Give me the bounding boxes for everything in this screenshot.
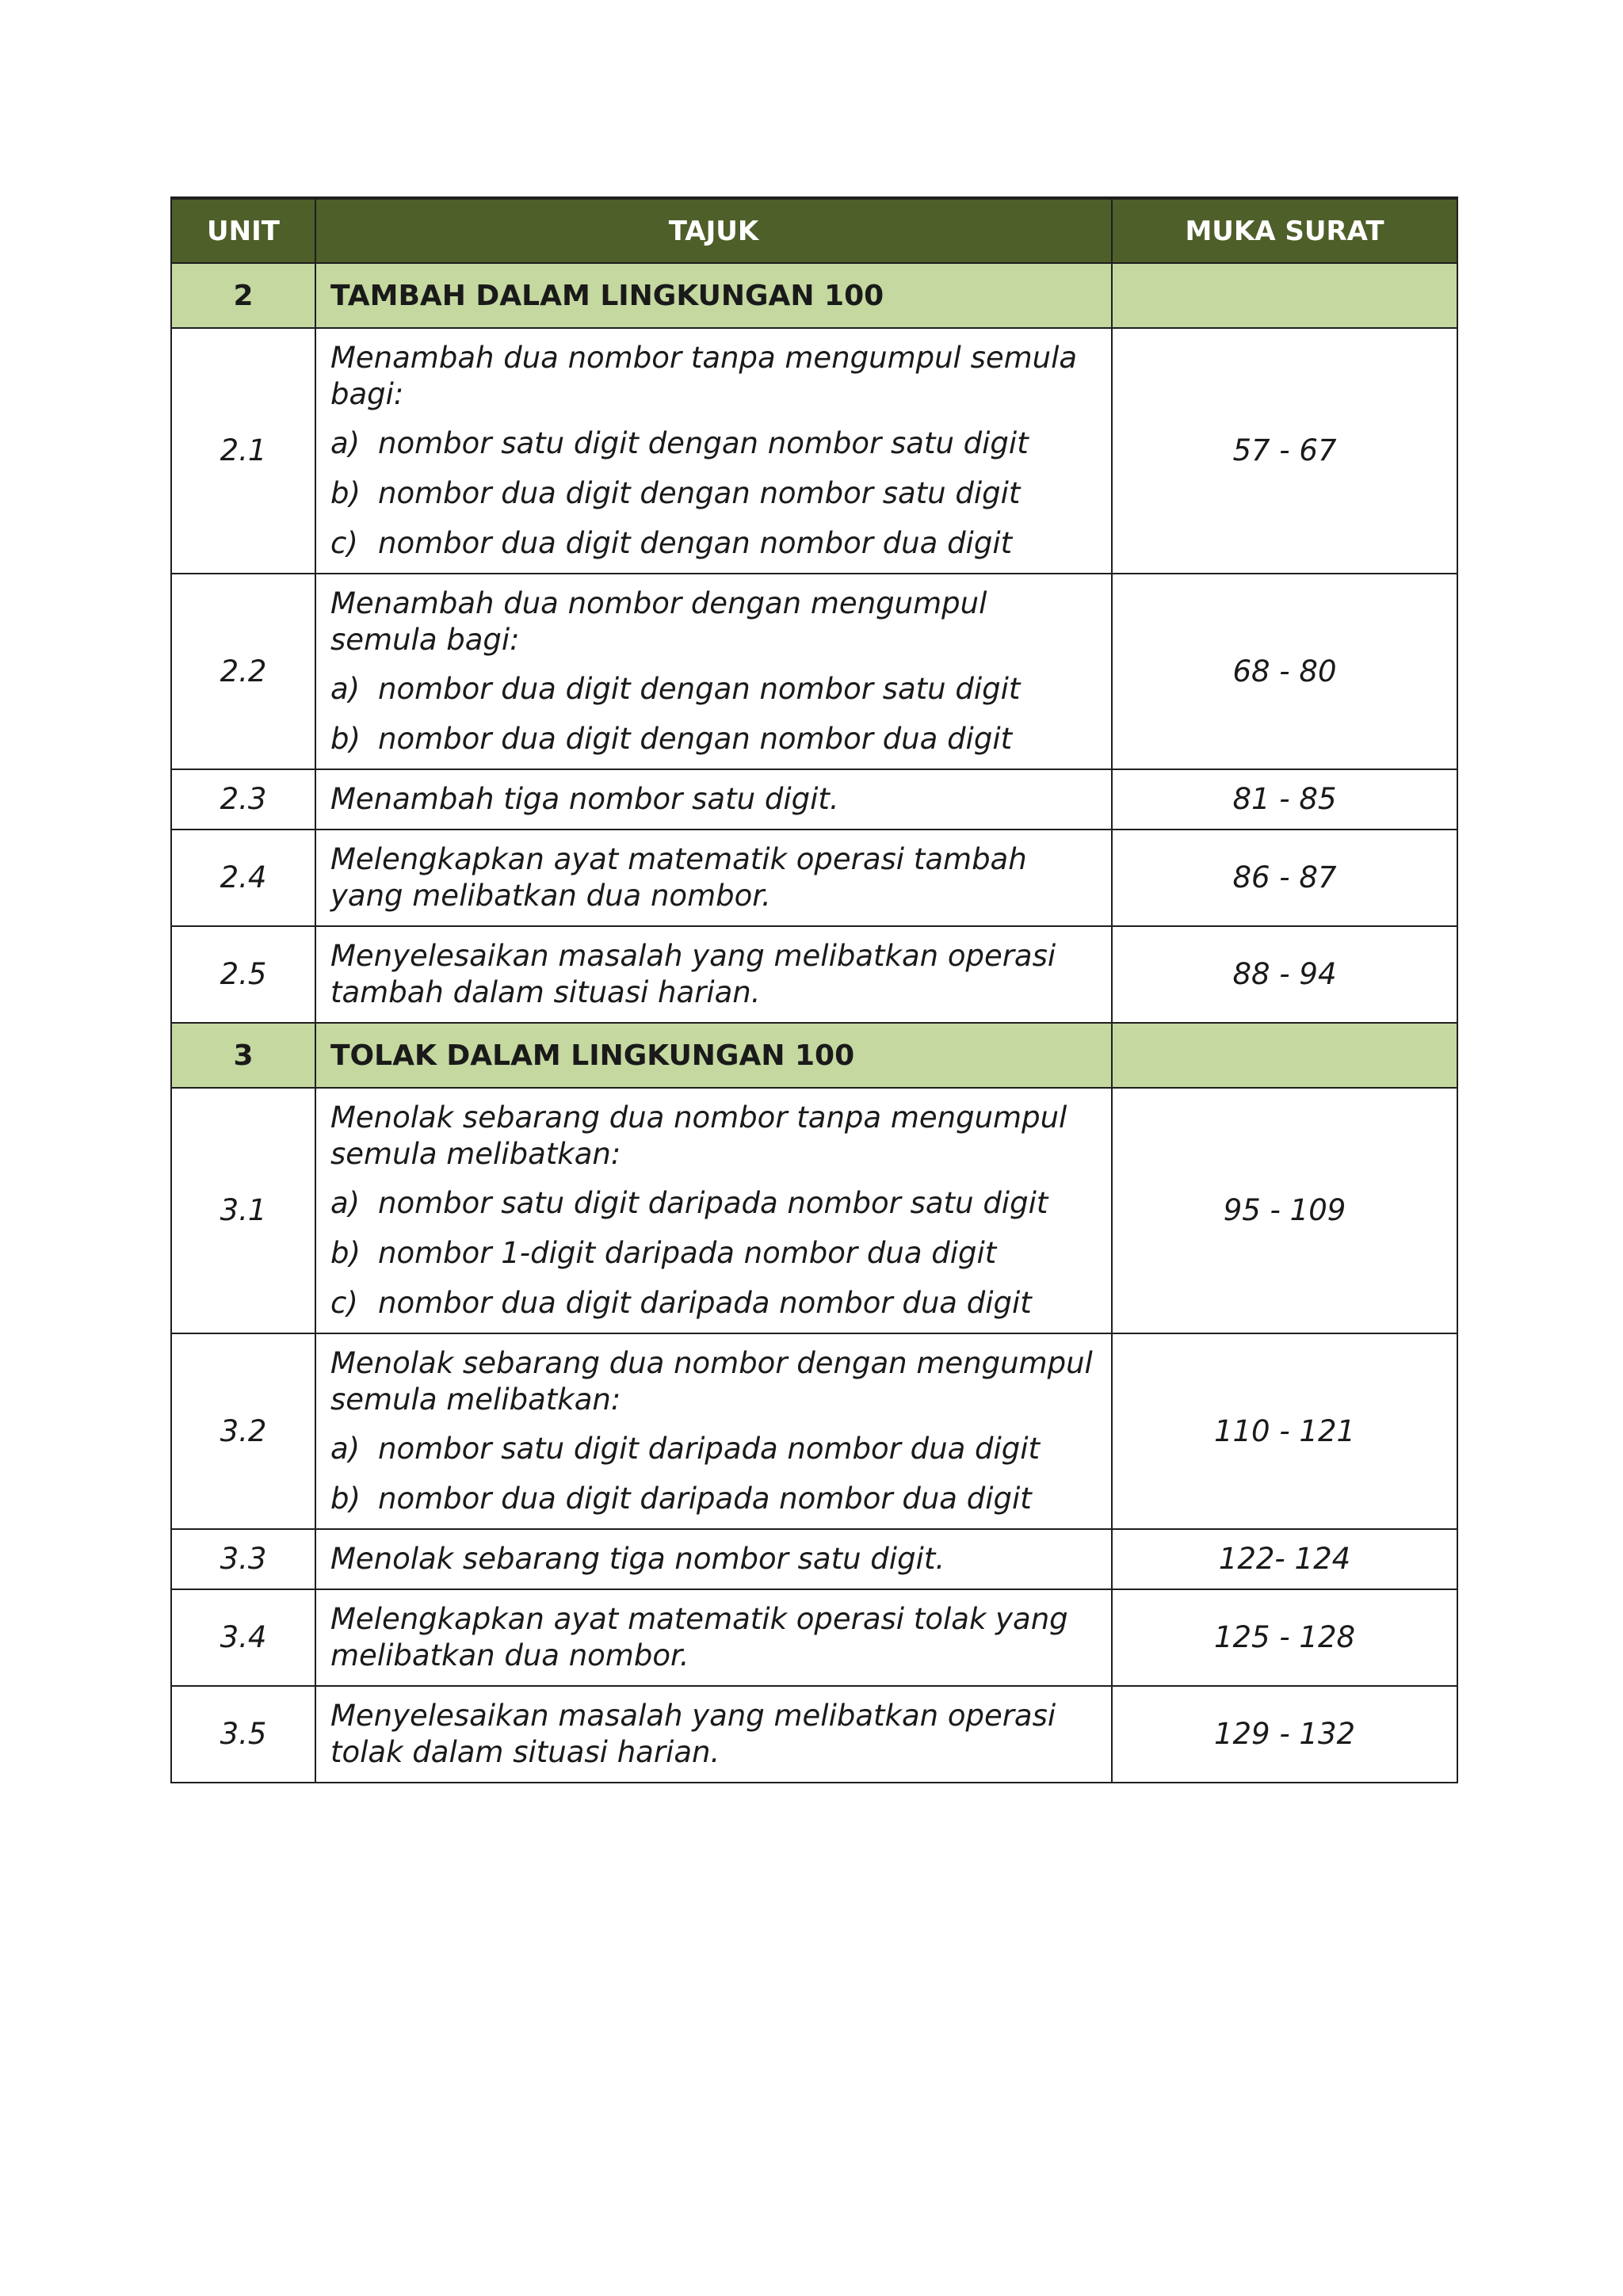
item-unit: 3.2	[171, 1333, 315, 1529]
sub-item-marker: b)	[330, 476, 361, 510]
item-title-cell	[315, 1589, 1112, 1686]
list-item	[330, 1431, 1097, 1467]
sub-item-text: nombor dua digit dengan nombor satu digit	[378, 672, 1021, 706]
contents-table	[170, 196, 1458, 1783]
item-text: Menolak sebarang tiga nombor satu digit.	[330, 1542, 945, 1576]
section-pages-empty	[1112, 263, 1457, 328]
item-pages: 110 - 121	[1112, 1333, 1457, 1529]
item-pages: 88 - 94	[1112, 926, 1457, 1023]
list-item	[330, 525, 1097, 562]
section-row	[171, 263, 1457, 328]
header-unit: UNIT	[171, 198, 315, 263]
table-row	[171, 1333, 1457, 1529]
sub-item-list	[330, 671, 1097, 757]
item-unit: 2.1	[171, 328, 315, 574]
item-pages: 129 - 132	[1112, 1686, 1457, 1783]
item-title-cell	[315, 574, 1112, 769]
sub-item-text: nombor dua digit daripada nombor dua digit	[378, 1286, 1032, 1320]
item-unit: 2.3	[171, 769, 315, 830]
section-unit: 2	[171, 263, 315, 328]
item-pages: 122- 124	[1112, 1529, 1457, 1589]
sub-item-text: nombor dua digit dengan nombor dua digit	[378, 722, 1013, 756]
header-pages: MUKA SURAT	[1112, 198, 1457, 263]
sub-item-marker: a)	[330, 1186, 361, 1220]
item-pages: 68 - 80	[1112, 574, 1457, 769]
sub-item-list	[330, 425, 1097, 562]
section-unit: 3	[171, 1023, 315, 1088]
section-title: TOLAK DALAM LINGKUNGAN 100	[315, 1023, 1112, 1088]
section-title: TAMBAH DALAM LINGKUNGAN 100	[315, 263, 1112, 328]
table-row	[171, 926, 1457, 1023]
sub-item-marker: a)	[330, 672, 361, 706]
list-item	[330, 475, 1097, 512]
item-title-cell	[315, 328, 1112, 574]
table-row	[171, 1589, 1457, 1686]
item-title-cell	[315, 1529, 1112, 1589]
list-item	[330, 671, 1097, 707]
item-text: Menolak sebarang dua nombor tanpa mengumpul semula melibatkan:	[330, 1100, 1067, 1171]
item-pages: 95 - 109	[1112, 1088, 1457, 1333]
section-pages-empty	[1112, 1023, 1457, 1088]
sub-item-list	[330, 1431, 1097, 1517]
item-title-cell	[315, 769, 1112, 830]
item-text: Melengkapkan ayat matematik operasi tolak yang melibatkan dua nombor.	[330, 1602, 1068, 1672]
item-text: Menolak sebarang dua nombor dengan mengumpul semula melibatkan:	[330, 1346, 1093, 1417]
sub-item-list	[330, 1185, 1097, 1322]
sub-item-text: nombor dua digit daripada nombor dua digit	[378, 1482, 1032, 1516]
item-unit: 2.4	[171, 830, 315, 926]
sub-item-text: nombor satu digit daripada nombor dua digit	[378, 1432, 1041, 1466]
item-text: Menambah tiga nombor satu digit.	[330, 782, 839, 816]
item-title-cell	[315, 1686, 1112, 1783]
item-unit: 3.4	[171, 1589, 315, 1686]
table-row	[171, 328, 1457, 574]
item-unit: 2.5	[171, 926, 315, 1023]
item-pages: 81 - 85	[1112, 769, 1457, 830]
item-text: Melengkapkan ayat matematik operasi tambah yang melibatkan dua nombor.	[330, 842, 1027, 913]
table-row	[171, 830, 1457, 926]
item-text: Menambah dua nombor tanpa mengumpul semula bagi:	[330, 341, 1078, 411]
item-pages: 125 - 128	[1112, 1589, 1457, 1686]
item-unit: 2.2	[171, 574, 315, 769]
table-row	[171, 1088, 1457, 1333]
item-text: Menambah dua nombor dengan mengumpul semula bagi:	[330, 586, 987, 657]
item-text: Menyelesaikan masalah yang melibatkan operasi tolak dalam situasi harian.	[330, 1699, 1056, 1769]
item-title-cell	[315, 926, 1112, 1023]
sub-item-text: nombor satu digit daripada nombor satu digit	[378, 1186, 1048, 1220]
item-title-cell	[315, 830, 1112, 926]
header-title: TAJUK	[315, 198, 1112, 263]
list-item	[330, 425, 1097, 462]
sub-item-marker: b)	[330, 722, 361, 756]
sub-item-text: nombor satu digit dengan nombor satu digit	[378, 426, 1029, 460]
section-row	[171, 1023, 1457, 1088]
item-title-cell	[315, 1088, 1112, 1333]
list-item	[330, 1285, 1097, 1322]
item-title-cell	[315, 1333, 1112, 1529]
item-pages: 57 - 67	[1112, 328, 1457, 574]
sub-item-text: nombor dua digit dengan nombor dua digit	[378, 526, 1013, 560]
sub-item-marker: c)	[330, 526, 358, 560]
table-row	[171, 574, 1457, 769]
table-row	[171, 769, 1457, 830]
list-item	[330, 1235, 1097, 1272]
sub-item-text: nombor dua digit dengan nombor satu digit	[378, 476, 1021, 510]
item-unit: 3.5	[171, 1686, 315, 1783]
sub-item-marker: b)	[330, 1236, 361, 1270]
sub-item-marker: a)	[330, 426, 361, 460]
sub-item-marker: a)	[330, 1432, 361, 1466]
table-row	[171, 1529, 1457, 1589]
list-item	[330, 1481, 1097, 1517]
sub-item-text: nombor 1-digit daripada nombor dua digit	[378, 1236, 997, 1270]
sub-item-marker: c)	[330, 1286, 358, 1320]
list-item	[330, 1185, 1097, 1222]
sub-item-marker: b)	[330, 1482, 361, 1516]
table-row	[171, 1686, 1457, 1783]
list-item	[330, 721, 1097, 757]
table-header-row	[171, 198, 1457, 263]
item-unit: 3.1	[171, 1088, 315, 1333]
table-body	[171, 263, 1457, 1783]
item-pages: 86 - 87	[1112, 830, 1457, 926]
item-text: Menyelesaikan masalah yang melibatkan operasi tambah dalam situasi harian.	[330, 939, 1056, 1009]
item-unit: 3.3	[171, 1529, 315, 1589]
